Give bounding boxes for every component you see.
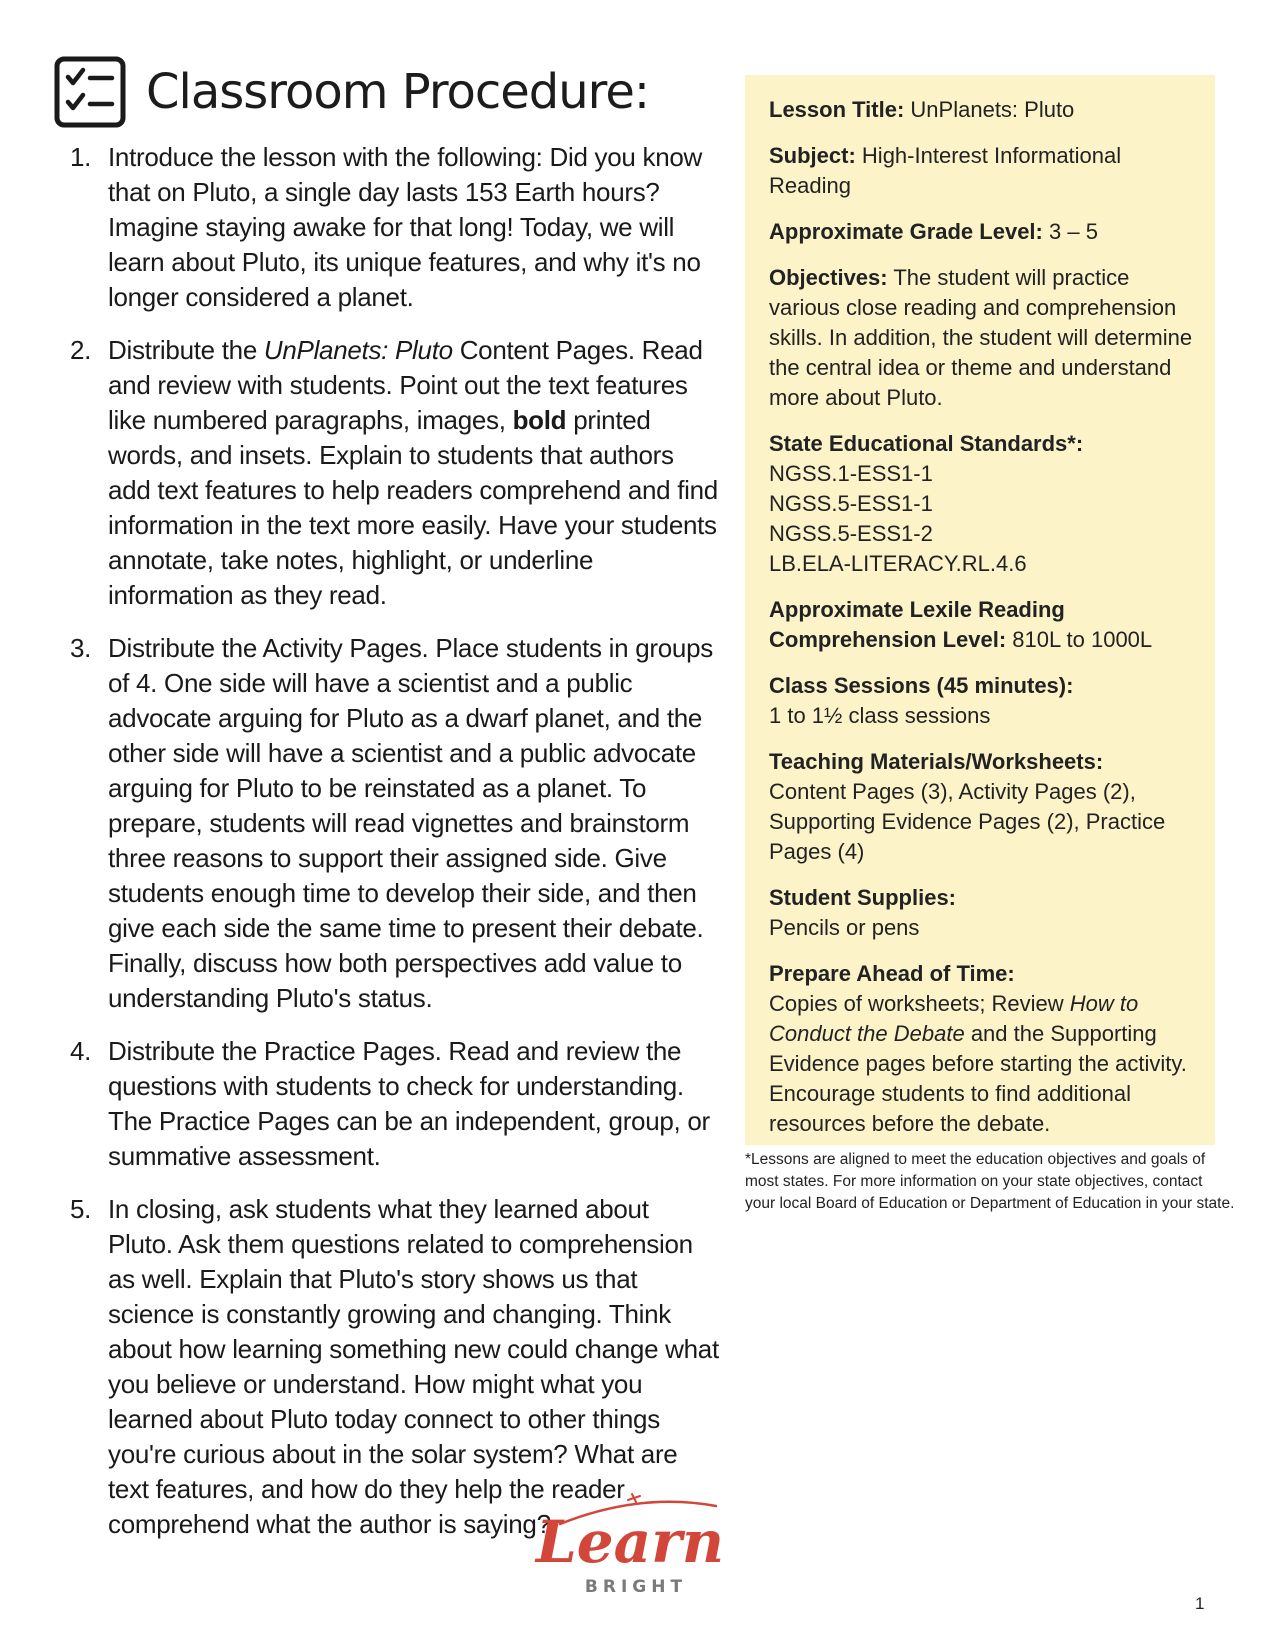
step-text: Introduce the lesson with the following: Did you know that on Pluto, a single day lasts 153 Earth hours? Imagine staying awake for that long! Today, we will learn about Pluto, its unique features, and why it's no longer considered a planet.	[108, 142, 702, 312]
step-number: 5.	[70, 1194, 92, 1224]
step-text: In closing, ask students what they learned about Pluto. Ask them questions related to comprehension as well. Explain that Pluto's story shows us that science is constantly growing and changing. Think about how learning something new could change what you believe or understand. How might what you learned about Pluto today connect to other things you're curious about in the solar system? What are text features, and how do they help the reader comprehend what the author is saying?	[108, 1194, 719, 1539]
step-number: 2.	[70, 335, 92, 365]
procedure-steps	[70, 140, 720, 1560]
standards-field: State Educational Standards*: NGSS.1-ESS1-1 NGSS.5-ESS1-1 NGSS.5-ESS1-2 LB.ELA-LITERACY.RL.4.6	[769, 429, 1195, 579]
standard-item: NGSS.5-ESS1-2	[769, 521, 933, 546]
step-text: Distribute the Activity Pages. Place students in groups of 4. One side will have a scientist and a public advocate arguing for Pluto as a dwarf planet, and the other side will have a scientist and a public advocate arguing for Pluto to be reinstated as a planet. To prepare, students will read vignettes and brainstorm three reasons to support their assigned side. Give students enough time to develop their side, and then give each side the same time to present their debate. Finally, discuss how both perspectives add value to understanding Pluto's status.	[108, 633, 713, 1013]
page-header	[54, 54, 649, 130]
step-number: 1.	[70, 142, 92, 172]
procedure-step	[70, 631, 720, 1016]
standard-item: LB.ELA-LITERACY.RL.4.6	[769, 551, 1027, 576]
student-supplies-field: Student Supplies: Pencils or pens	[769, 885, 956, 940]
procedure-step	[70, 1034, 720, 1174]
grade-level-field: Approximate Grade Level: 3 – 5	[769, 219, 1098, 244]
lesson-info-box	[745, 75, 1215, 1145]
teaching-materials-field: Teaching Materials/Worksheets: Content Pages (3), Activity Pages (2), Supporting Evidence Pages (2), Practice Pages (4)	[769, 749, 1166, 864]
subject-field: Subject: High-Interest Informational Reading	[769, 143, 1122, 198]
logo-subword: BRIGHT	[584, 1577, 688, 1597]
step-text: Distribute the Practice Pages. Read and review the questions with students to check for understanding. The Practice Pages can be an independent, group, or summative assessment.	[108, 1036, 710, 1171]
logo-word: Learn	[536, 1508, 724, 1576]
standard-item: NGSS.1-ESS1-1	[769, 461, 933, 486]
lesson-title-field: Lesson Title: UnPlanets: Pluto	[769, 97, 1075, 122]
procedure-step	[70, 140, 720, 315]
standard-item: NGSS.5-ESS1-1	[769, 491, 933, 516]
learn-bright-logo	[520, 1490, 740, 1600]
procedure-step	[70, 333, 720, 613]
page-title: Classroom Procedure:	[146, 64, 650, 120]
page-number: 1	[1195, 1594, 1205, 1613]
step-number: 4.	[70, 1036, 92, 1066]
lexile-field: Approximate Lexile Reading Comprehension Level: 810L to 1000L	[769, 597, 1153, 652]
checklist-icon	[54, 56, 126, 128]
step-number: 3.	[70, 633, 92, 663]
prepare-ahead-field: Prepare Ahead of Time: Copies of worksheets; Review How to Conduct the Debate and the Supporting Evidence pages before starting the activity. Encourage students to find additional resources before the debate.	[769, 961, 1187, 1136]
standards-footnote: *Lessons are aligned to meet the education objectives and goals of most states. For more information on your state objectives, contact your local Board of Education or Department of Education in your state.	[745, 1151, 1235, 1212]
step-text: Distribute the UnPlanets: Pluto Content Pages. Read and review with students. Point out the text features like numbered paragraphs, images, bold printed words, and insets. Explain to students that authors add text features to help readers comprehend and find information in the text more easily. Have your students annotate, take notes, highlight, or underline information as they read.	[108, 335, 718, 610]
objectives-field: Objectives: The student will practice various close reading and comprehension skills. In addition, the student will determine the central idea or theme and understand more about Pluto.	[769, 265, 1193, 410]
class-sessions-field: Class Sessions (45 minutes): 1 to 1½ class sessions	[769, 673, 1074, 728]
